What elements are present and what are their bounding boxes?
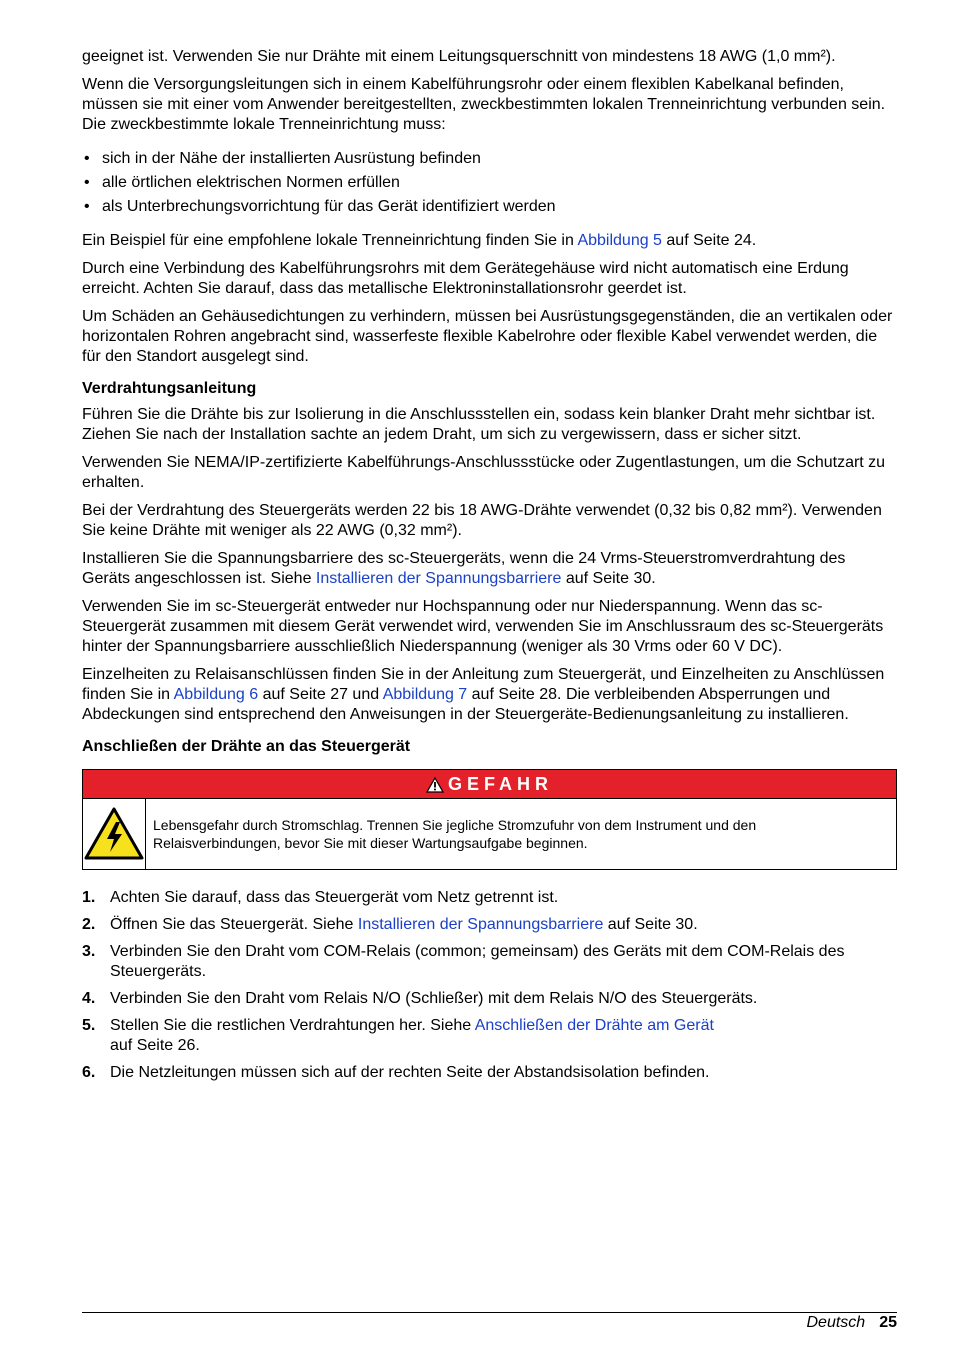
list-item: • als Unterbrechungsvorrichtung für das Gerät identifiziert werden — [84, 198, 556, 215]
disconnect-requirements-list — [82, 149, 897, 217]
footer-language: Deutsch — [806, 1314, 866, 1331]
warning-triangle-icon — [426, 777, 444, 793]
danger-header — [83, 770, 896, 799]
link-abbildung-6[interactable]: Abbildung 6 — [173, 686, 259, 703]
list-item: 3. Verbinden Sie den Draht vom COM-Relais (common; gemeinsam) des Geräts mit dem COM-Relais des Steuergeräts. — [82, 943, 845, 980]
paragraph-disconnect: Wenn die Versorgungsleitungen sich in einem Kabelführungsrohr oder einem flexiblen Kabelkanal befinden, müssen sie mit einer vom Anwender bereitgestellten, zweckbestimmten lokalen Trenneinrichtung verbunden sein. Die zweckbestimmte lokale Trenneinrichtung muss: — [82, 76, 886, 133]
list-item: • alle örtlichen elektrischen Normen erfüllen — [84, 174, 400, 191]
page-footer — [807, 1313, 898, 1333]
list-item: • sich in der Nähe der installierten Ausrüstung befinden — [84, 150, 481, 167]
bullet-symbol: • — [84, 174, 90, 191]
link-abbildung-7[interactable]: Abbildung 7 — [382, 686, 468, 703]
link-anschliessen-drahte-gerat[interactable]: Anschließen der Drähte am Gerät — [474, 1017, 714, 1034]
paragraph-wiring-2: Verwenden Sie NEMA/IP-zertifizierte Kabelführungs-Anschlussstücke oder Zugentlastungen, um die Schutzart zu erhalten. — [82, 454, 886, 491]
bullet-symbol: • — [84, 150, 90, 167]
paragraph-wiring-6: Einzelheiten zu Relaisanschlüssen finden Sie in der Anleitung zum Steuergerät, und Einzelheiten zu Anschlüssen finden Sie in Abbildung 6 auf Seite 27 und Abbildung 7 auf Seite 28. Die verbleibenden Absperrungen und Abdeckungen sind entsprechend den Anweisungen in der Steuergeräte-Bedienungsanleitung zu installieren. — [82, 666, 885, 723]
paragraph-wire-gauge: geeignet ist. Verwenden Sie nur Drähte mit einem Leitungsquerschnitt von mindestens 18 AWG (1,0 mm²). — [82, 48, 836, 65]
paragraph-wiring-5: Verwenden Sie im sc-Steuergerät entweder nur Hochspannung oder nur Niederspannung. Wenn das sc-Steuergerät zusammen mit diesem Gerät verwendet wird, verwenden Sie im Anschlussraum des sc-Steuergeräts hinter der Spannungsbarriere ausschließlich Niederspannung (weniger als 30 Vrms oder 60 V DC). — [82, 598, 884, 655]
list-item: 6. Die Netzleitungen müssen sich auf der rechten Seite der Abstandsisolation befinden. — [82, 1064, 710, 1081]
paragraph-wiring-3: Bei der Verdrahtung des Steuergeräts werden 22 bis 18 AWG-Drähte verwendet (0,32 bis 0,82 mm²). Verwenden Sie keine Drähte mit weniger als 22 AWG (0,32 mm²). — [82, 502, 882, 539]
page-content — [82, 47, 897, 1090]
paragraph-seals: Um Schäden an Gehäusedichtungen zu verhindern, müssen bei Ausrüstungsgegenständen, die an vertikalen oder horizontalen Rohren angebracht sind, wasserfeste flexible Kabelrohre oder flexible Kabel verwendet werden, die für den Standort ausgelegt sind. — [82, 308, 893, 365]
link-step-installieren-spannungsbarriere[interactable]: Installieren der Spannungsbarriere — [357, 916, 604, 933]
paragraph-example: Ein Beispiel für eine empfohlene lokale Trenneinrichtung finden Sie in Abbildung 5 auf Seite 24. — [82, 232, 757, 249]
paragraph-conduit-ground: Durch eine Verbindung des Kabelführungsrohrs mit dem Gerätegehäuse wird nicht automatisch eine Erdung erreicht. Achten Sie darauf, dass das metallische Elektroninstallationsrohr geerdet ist. — [82, 260, 849, 297]
page-number: 25 — [879, 1314, 897, 1331]
link-installieren-spannungsbarriere[interactable]: Installieren der Spannungsbarriere — [315, 570, 562, 587]
paragraph-wiring-4: Installieren Sie die Spannungsbarriere des sc-Steuergeräts, wenn die 24 Vrms-Steuerstromverdrahtung des Geräts angeschlossen ist. Siehe Installieren der Spannungsbarriere auf Seite 30. — [82, 550, 846, 587]
danger-text: Lebensgefahr durch Stromschlag. Trennen Sie jegliche Stromzufuhr von dem Instrument und den Relaisverbindungen, bevor Sie mit dieser Wartungsaufgabe beginnen. — [153, 817, 757, 851]
heading-wiring: Verdrahtungsanleitung — [82, 380, 257, 397]
list-item: 4. Verbinden Sie den Draht vom Relais N/O (Schließer) mit dem Relais N/O des Steuergeräts. — [82, 990, 758, 1007]
paragraph-wiring-1: Führen Sie die Drähte bis zur Isolierung in die Anschlussstellen ein, sodass kein blanker Draht mehr sichtbar ist. Ziehen Sie nach der Installation sachte an jedem Draht, um sich zu vergewissern, dass er sicher sitzt. — [82, 406, 876, 443]
list-item: 5. Stellen Sie die restlichen Verdrahtungen her. Siehe Anschließen der Drähte am Gerät auf Seite 26. — [82, 1017, 714, 1054]
list-item: 2. Öffnen Sie das Steuergerät. Siehe Installieren der Spannungsbarriere auf Seite 30. — [82, 916, 698, 933]
electrical-hazard-icon — [83, 799, 146, 869]
heading-connect-controller: Anschließen der Drähte an das Steuergerät — [82, 738, 411, 755]
danger-box — [82, 769, 897, 870]
danger-title: GEFAHR — [447, 774, 553, 794]
footer-divider — [82, 1312, 897, 1313]
list-item: 1. Achten Sie darauf, dass das Steuergerät vom Netz getrennt ist. — [82, 889, 559, 906]
steps-list — [82, 888, 897, 1083]
bullet-symbol: • — [84, 198, 90, 215]
link-abbildung-5[interactable]: Abbildung 5 — [577, 232, 662, 249]
